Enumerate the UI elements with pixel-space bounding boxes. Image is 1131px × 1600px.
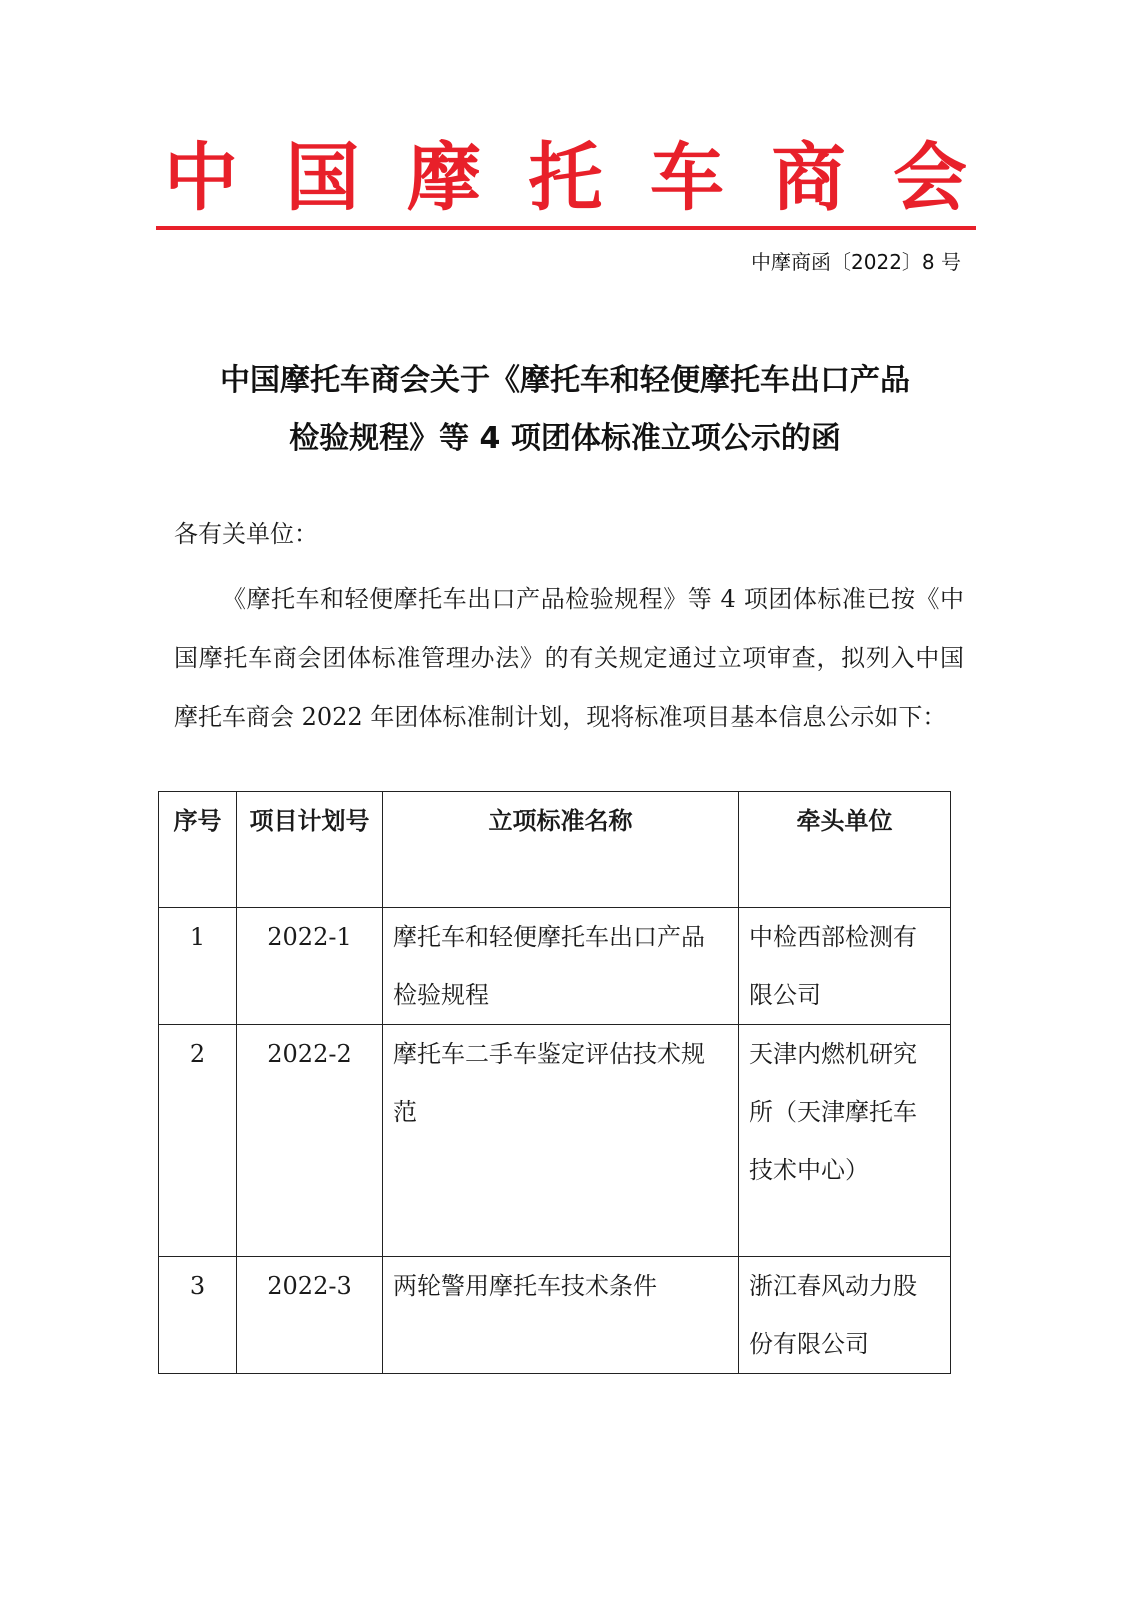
cell-standard-name: 摩托车二手车鉴定评估技术规范 [383,1025,739,1257]
cell-lead-unit: 中检西部检测有限公司 [739,908,951,1025]
standards-table [158,791,951,1374]
table-row [159,1257,951,1374]
cell-standard-name: 摩托车和轻便摩托车出口产品检验规程 [383,908,739,1025]
document-title-line2: 检验规程》等 4 项团体标准立项公示的函 [289,421,841,456]
cell-index: 1 [159,908,237,1025]
header-cell-index: 序号 [159,792,237,908]
table-row [159,908,951,1025]
masthead-char: 车 [650,135,724,221]
masthead-title [158,128,973,228]
masthead-char: 商 [771,135,846,221]
masthead-char: 国 [285,135,360,221]
body-paragraph: 《摩托车和轻便摩托车出口产品检验规程》等 4 项团体标准已按《中国摩托车商会团体标准管理办法》的有关规定通过立项审查，拟列入中国摩托车商会 2022 年团体标准制计划，现将标准项目基本信息公示如下： [174,585,964,731]
cell-plan-number: 2022-2 [237,1025,383,1257]
table-header-row [159,792,951,908]
cell-plan-number: 2022-3 [237,1257,383,1374]
cell-index: 2 [159,1025,237,1257]
header-cell-standard-name: 立项标准名称 [383,792,739,908]
cell-index: 3 [159,1257,237,1374]
document-title [150,352,980,468]
cell-lead-unit: 天津内燃机研究所（天津摩托车技术中心） [739,1025,951,1257]
red-divider-line [156,226,976,230]
document-title-line1: 中国摩托车商会关于《摩托车和轻便摩托车出口产品 [220,363,910,398]
cell-plan-number: 2022-1 [237,908,383,1025]
masthead-char: 摩 [407,135,481,221]
masthead-char: 会 [893,135,967,221]
header-cell-plan-number: 项目计划号 [237,792,383,908]
masthead-char: 中 [164,135,238,221]
masthead-char: 托 [528,135,603,221]
document-number: 中摩商函〔2022〕8 号 [751,250,961,274]
header-cell-lead-unit: 牵头单位 [739,792,951,908]
cell-standard-name: 两轮警用摩托车技术条件 [383,1257,739,1374]
salutation: 各有关单位： [174,520,318,548]
cell-lead-unit: 浙江春风动力股份有限公司 [739,1257,951,1374]
table-row [159,1025,951,1257]
